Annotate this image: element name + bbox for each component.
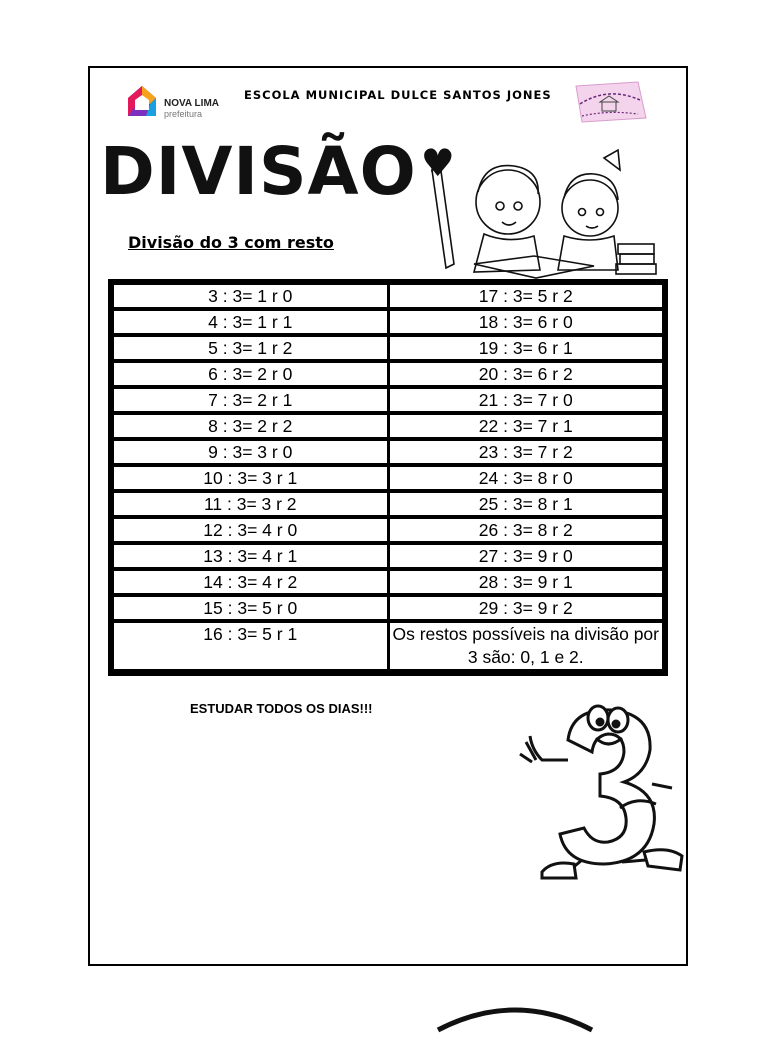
division-cell-left: 13 : 3= 4 r 1 <box>114 545 387 568</box>
division-cell-right: 27 : 3= 9 r 0 <box>390 545 663 568</box>
table-row <box>114 493 662 516</box>
table-row <box>114 441 662 464</box>
table-row <box>114 571 662 594</box>
table-row <box>114 467 662 490</box>
division-cell-right: 21 : 3= 7 r 0 <box>390 389 663 412</box>
table-row <box>114 363 662 386</box>
division-cell-left: 6 : 3= 2 r 0 <box>114 363 387 386</box>
division-cell-left: 7 : 3= 2 r 1 <box>114 389 387 412</box>
table-row <box>114 337 662 360</box>
prefeitura-logo <box>124 82 224 124</box>
heart-icon: ♥ <box>420 141 456 185</box>
division-cell-left: 8 : 3= 2 r 2 <box>114 415 387 438</box>
table-row <box>114 285 662 308</box>
school-name: ESCOLA MUNICIPAL DULCE SANTOS JONES <box>244 88 552 102</box>
logo-brand-text: NOVA LIMA <box>164 98 219 109</box>
footer-note: ESTUDAR TODOS OS DIAS!!! <box>190 701 373 716</box>
page-title <box>100 128 456 210</box>
division-cell-right: 17 : 3= 5 r 2 <box>390 285 663 308</box>
section-subtitle: Divisão do 3 com resto <box>128 233 334 252</box>
table-row <box>114 597 662 620</box>
children-reading-illustration <box>404 140 660 280</box>
division-cell-left: 16 : 3= 5 r 1 <box>114 623 387 670</box>
division-cell-left: 10 : 3= 3 r 1 <box>114 467 387 490</box>
number-three-mascot-illustration <box>512 700 688 884</box>
table-row <box>114 389 662 412</box>
division-cell-left: 11 : 3= 3 r 2 <box>114 493 387 516</box>
table-row <box>114 311 662 334</box>
division-cell-left: 5 : 3= 1 r 2 <box>114 337 387 360</box>
division-cell-right: 28 : 3= 9 r 1 <box>390 571 663 594</box>
division-cell-left: 4 : 3= 1 r 1 <box>114 311 387 334</box>
division-cell-right: 29 : 3= 9 r 2 <box>390 597 663 620</box>
logo-sub-text: prefeitura <box>164 109 203 119</box>
table-row <box>114 623 662 670</box>
division-cell-left: 3 : 3= 1 r 0 <box>114 285 387 308</box>
division-cell-left: 9 : 3= 3 r 0 <box>114 441 387 464</box>
division-cell-right: 26 : 3= 8 r 2 <box>390 519 663 542</box>
page-edge-arc <box>430 1000 600 1040</box>
division-cell-left: 12 : 3= 4 r 0 <box>114 519 387 542</box>
title-text: DIVISÃO <box>100 133 417 210</box>
division-cell-right: 20 : 3= 6 r 2 <box>390 363 663 386</box>
division-table <box>108 279 668 676</box>
division-cell-right: 18 : 3= 6 r 0 <box>390 311 663 334</box>
school-seal-icon <box>568 80 650 124</box>
division-cell-right: 23 : 3= 7 r 2 <box>390 441 663 464</box>
division-cell-left: 15 : 3= 5 r 0 <box>114 597 387 620</box>
table-row <box>114 415 662 438</box>
division-cell-right: Os restos possíveis na divisão por 3 são: 0, 1 e 2. <box>390 623 663 670</box>
division-cell-right: 22 : 3= 7 r 1 <box>390 415 663 438</box>
division-cell-right: 19 : 3= 6 r 1 <box>390 337 663 360</box>
table-row <box>114 519 662 542</box>
division-cell-right: 25 : 3= 8 r 1 <box>390 493 663 516</box>
nova-lima-house-icon <box>124 82 160 124</box>
division-cell-left: 14 : 3= 4 r 2 <box>114 571 387 594</box>
table-row <box>114 545 662 568</box>
division-cell-right: 24 : 3= 8 r 0 <box>390 467 663 490</box>
